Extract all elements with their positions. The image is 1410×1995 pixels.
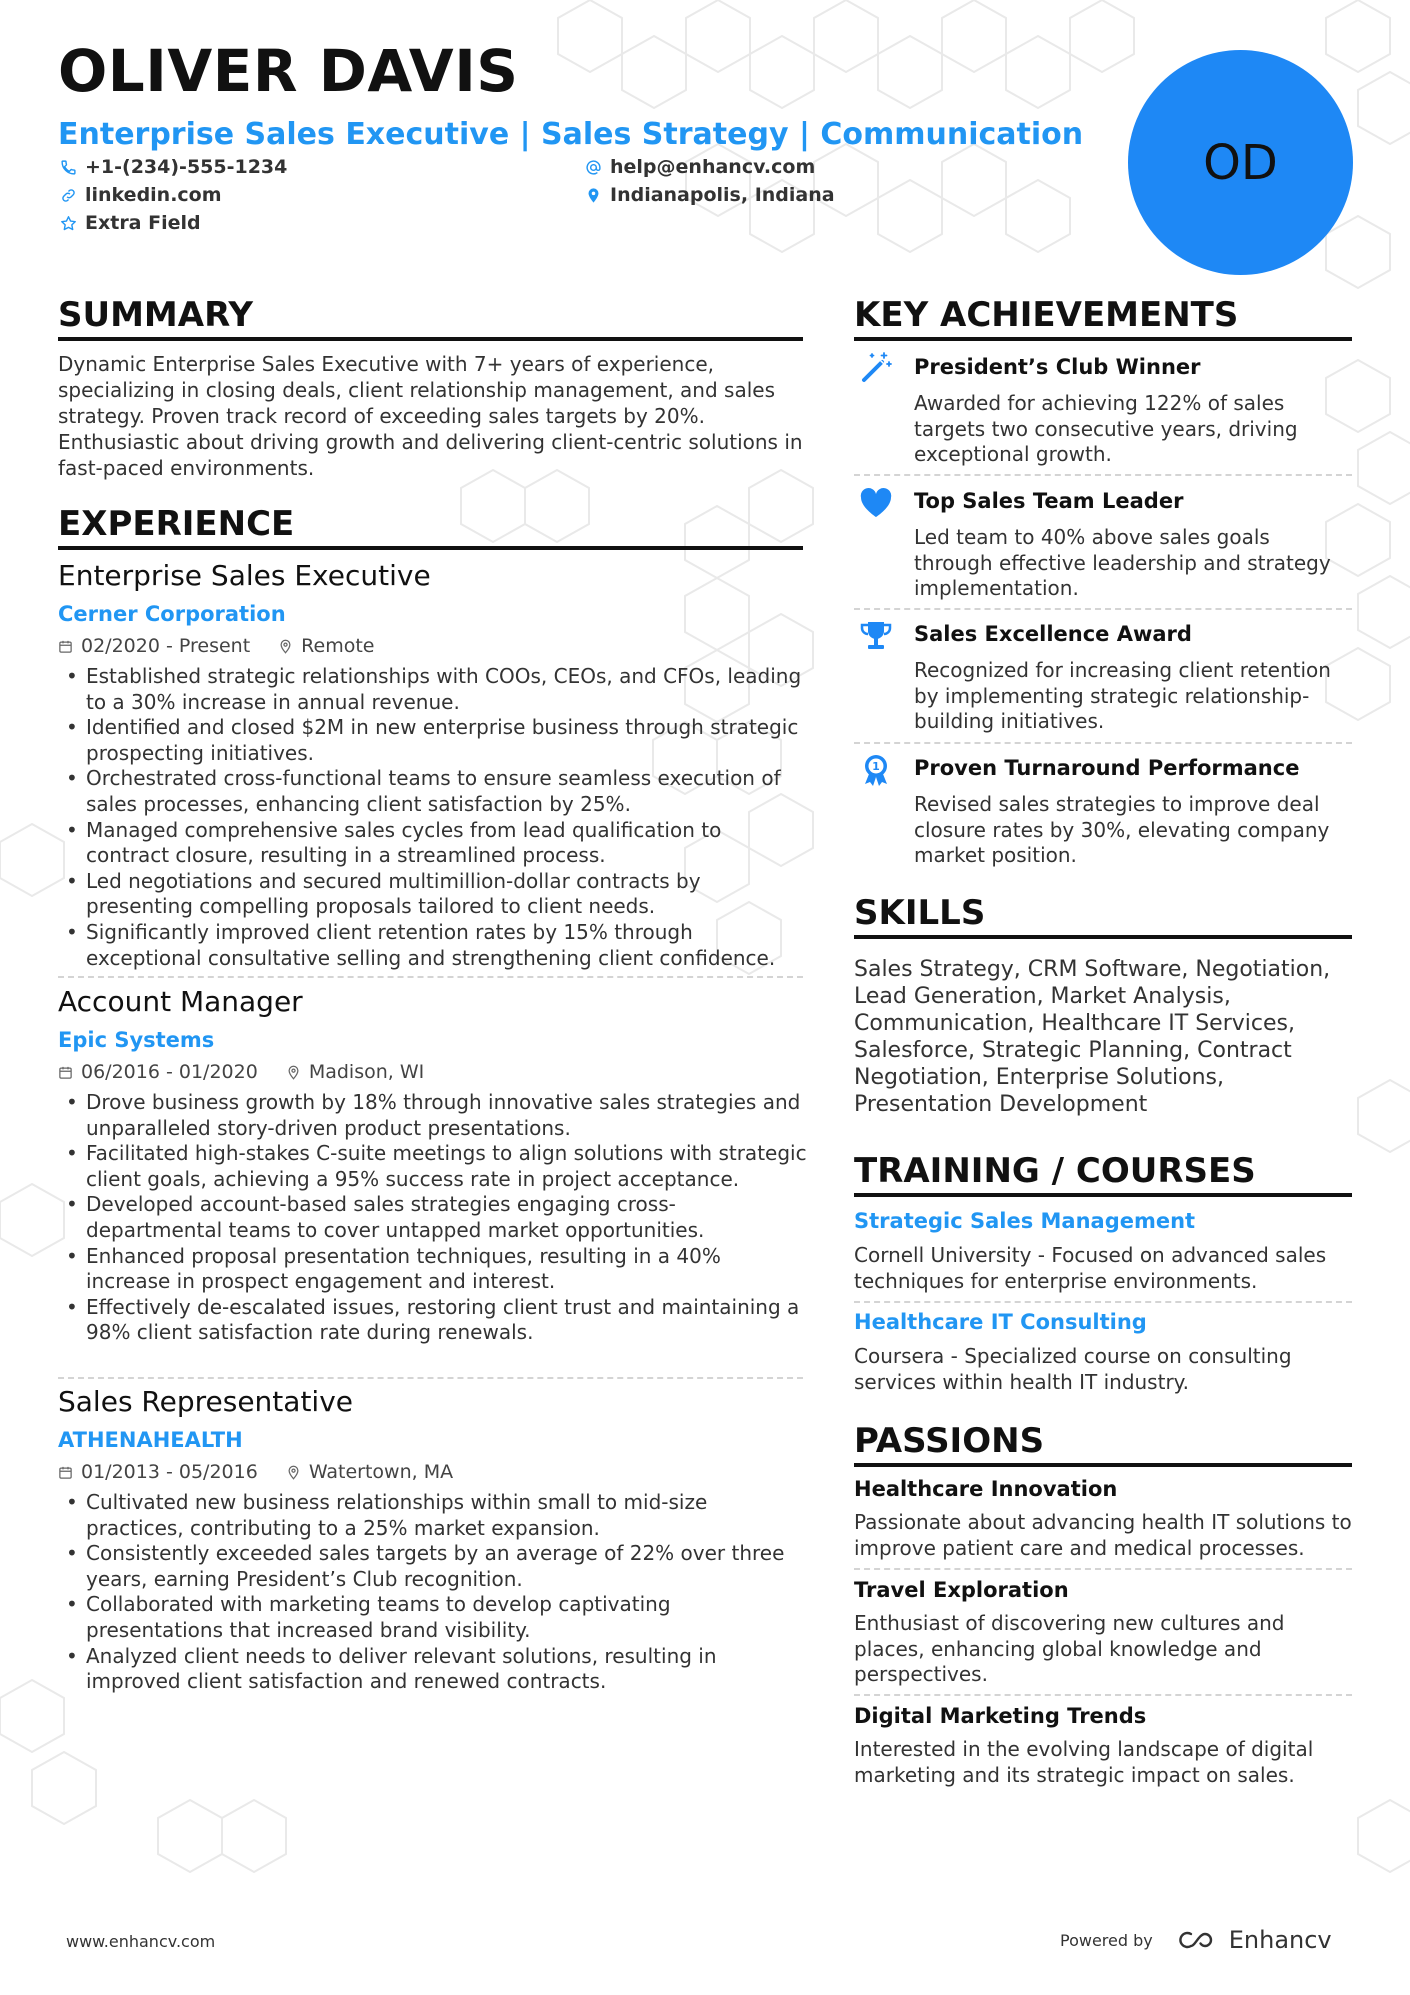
phone-icon [60, 159, 77, 176]
heart-icon [856, 483, 896, 523]
achievement-title: Top Sales Team Leader [914, 489, 1184, 513]
passion-title: Travel Exploration [854, 1578, 1069, 1602]
achievement-title: President’s Club Winner [914, 355, 1201, 379]
job-dates: 02/2020 - Present [81, 635, 251, 657]
linkedin-contact[interactable] [60, 184, 222, 206]
phone-number: +1-(234)-555-1234 [85, 156, 288, 178]
footer-website[interactable]: www.enhancv.com [66, 1932, 216, 1951]
link-icon [60, 187, 77, 204]
divider [854, 1301, 1352, 1303]
divider [58, 976, 803, 978]
phone-contact[interactable] [60, 156, 287, 178]
achievement-description: Led team to 40% above sales goals through effective leadership and strategy implementation. [914, 525, 1331, 601]
list-item: • Cultivated new business relationships within small to mid-size practices, contributing to a 25% market expansion. [58, 1490, 808, 1541]
divider [854, 608, 1352, 610]
job-company[interactable]: Cerner Corporation [58, 602, 286, 626]
candidate-headline: Enterprise Sales Executive | Sales Strategy | Communication [58, 117, 1084, 152]
location-contact [585, 184, 835, 206]
calendar-icon [58, 639, 73, 654]
candidate-name: OLIVER DAVIS [58, 37, 519, 105]
brand-name: Enhancv [1228, 1926, 1332, 1954]
job-dates: 06/2016 - 01/2020 [81, 1061, 258, 1083]
summary-heading: SUMMARY [58, 296, 803, 341]
location-pin-icon [278, 639, 293, 654]
achievement-description: Awarded for achieving 122% of sales targets two consecutive years, driving exceptional growth. [914, 391, 1298, 467]
calendar-icon [58, 1465, 73, 1480]
calendar-icon [58, 1065, 73, 1080]
email-address: help@enhancv.com [610, 156, 816, 178]
skills-list: Sales Strategy, CRM Software, Negotiation, Lead Generation, Market Analysis, Communication, Healthcare IT Services, Salesforce, Strategic Planning, Contract Negotiation, Enterprise Solutions, Presentation Development [854, 957, 1331, 1117]
list-item: • Collaborated with marketing teams to develop captivating presentations that increased brand visibility. [58, 1592, 808, 1643]
job-location-text: Remote [301, 635, 375, 657]
job-bullets [58, 1490, 808, 1695]
passion-description: Enthusiast of discovering new cultures and places, enhancing global knowledge and perspectives. [854, 1611, 1285, 1687]
list-item: • Identified and closed $2M in new enterprise business through strategic prospecting initiatives. [58, 715, 808, 766]
divider [854, 742, 1352, 744]
course-description: Cornell University - Focused on advanced sales techniques for enterprise environments. [854, 1243, 1327, 1293]
list-item: • Effectively de-escalated issues, restoring client trust and maintaining a 98% client satisfaction rate during renewals. [58, 1295, 808, 1346]
course-description: Coursera - Specialized course on consulting services within health IT industry. [854, 1344, 1292, 1394]
job-role: Enterprise Sales Executive [58, 559, 431, 592]
job-role: Account Manager [58, 985, 303, 1018]
list-item: • Drove business growth by 18% through innovative sales strategies and unparalleled story-driven product presentations. [58, 1090, 808, 1141]
list-item: • Significantly improved client retention rates by 15% through exceptional consultative selling and strengthening client confidence. [58, 920, 808, 971]
passion-description: Passionate about advancing health IT solutions to improve patient care and medical processes. [854, 1510, 1352, 1560]
location-pin-icon [286, 1065, 301, 1080]
job-company[interactable]: Epic Systems [58, 1028, 215, 1052]
passion-description: Interested in the evolving landscape of digital marketing and its strategic impact on sales. [854, 1737, 1314, 1787]
list-item: • Managed comprehensive sales cycles from lead qualification to contract closure, resulting in a streamlined process. [58, 818, 808, 869]
achievements-heading: KEY ACHIEVEMENTS [854, 296, 1352, 341]
extra-field-text: Extra Field [85, 212, 201, 234]
avatar-initials: OD [1203, 134, 1278, 191]
divider [854, 1568, 1352, 1570]
list-item: • Orchestrated cross-functional teams to ensure seamless execution of sales processes, enhancing client satisfaction by 25%. [58, 766, 808, 817]
job-meta [58, 635, 374, 657]
job-meta [58, 1461, 453, 1483]
divider [58, 1377, 803, 1379]
passion-title: Healthcare Innovation [854, 1477, 1118, 1501]
list-item: • Led negotiations and secured multimillion-dollar contracts by presenting compelling proposals tailored to client needs. [58, 869, 808, 920]
job-location [286, 1061, 424, 1083]
location-pin-icon [585, 187, 602, 204]
course-title[interactable]: Healthcare IT Consulting [854, 1310, 1147, 1334]
award-ribbon-icon [856, 750, 896, 790]
location-text: Indianapolis, Indiana [610, 184, 835, 206]
trophy-icon [856, 616, 896, 656]
divider [854, 474, 1352, 476]
job-role: Sales Representative [58, 1385, 353, 1418]
job-location-text: Madison, WI [308, 1061, 425, 1083]
list-item: • Enhanced proposal presentation techniques, resulting in a 40% increase in prospect engagement and interest. [58, 1244, 808, 1295]
summary-text: Dynamic Enterprise Sales Executive with 7+ years of experience, specializing in closing deals, client relationship management, and sales strategy. Proven track record of exceeding sales targets by 20%. Enthusiastic about driving growth and delivering client-centric solutions in fast-paced environments. [58, 352, 803, 480]
job-location [278, 635, 374, 657]
list-item: • Established strategic relationships with COOs, CEOs, and CFOs, leading to a 30% increase in annual revenue. [58, 664, 808, 715]
avatar [1128, 50, 1353, 275]
powered-by-label: Powered by [1060, 1930, 1153, 1950]
star-icon [60, 215, 77, 232]
job-company[interactable]: ATHENAHEALTH [58, 1428, 243, 1452]
location-pin-icon [286, 1465, 301, 1480]
enhancv-logo[interactable] [1175, 1926, 1332, 1954]
divider [854, 1694, 1352, 1696]
training-heading: TRAINING / COURSES [854, 1152, 1352, 1197]
passion-title: Digital Marketing Trends [854, 1704, 1147, 1728]
passions-heading: PASSIONS [854, 1422, 1352, 1467]
footer-branding [1060, 1926, 1332, 1954]
list-item: • Consistently exceeded sales targets by an average of 22% over three years, earning President’s Club recognition. [58, 1541, 808, 1592]
job-location [286, 1461, 453, 1483]
job-dates: 01/2013 - 05/2016 [81, 1461, 258, 1483]
job-bullets [58, 1090, 808, 1346]
extra-field-contact [60, 212, 201, 234]
achievement-title: Sales Excellence Award [914, 622, 1192, 646]
experience-heading: EXPERIENCE [58, 505, 803, 550]
achievement-description: Recognized for increasing client retention by implementing strategic relationship-building initiatives. [914, 658, 1331, 734]
achievement-title: Proven Turnaround Performance [914, 756, 1300, 780]
email-contact[interactable] [585, 156, 815, 178]
list-item: • Facilitated high-stakes C-suite meetings to align solutions with strategic client goals, achieving a 95% success rate in project acceptance. [58, 1141, 808, 1192]
magic-wand-icon [856, 348, 896, 388]
skills-heading: SKILLS [854, 894, 1352, 939]
at-icon [585, 159, 602, 176]
list-item: • Analyzed client needs to deliver relevant solutions, resulting in improved client satisfaction and renewed contracts. [58, 1644, 808, 1695]
job-meta [58, 1061, 424, 1083]
achievement-description: Revised sales strategies to improve deal closure rates by 30%, elevating company market position. [914, 792, 1330, 868]
enhancv-logo-icon [1175, 1928, 1221, 1952]
job-bullets [58, 664, 808, 971]
svg-text:1: 1 [872, 760, 880, 773]
course-title[interactable]: Strategic Sales Management [854, 1209, 1196, 1233]
linkedin-url: linkedin.com [85, 184, 222, 206]
job-location-text: Watertown, MA [308, 1461, 454, 1483]
list-item: • Developed account-based sales strategies engaging cross-departmental teams to cover untapped market opportunities. [58, 1192, 808, 1243]
